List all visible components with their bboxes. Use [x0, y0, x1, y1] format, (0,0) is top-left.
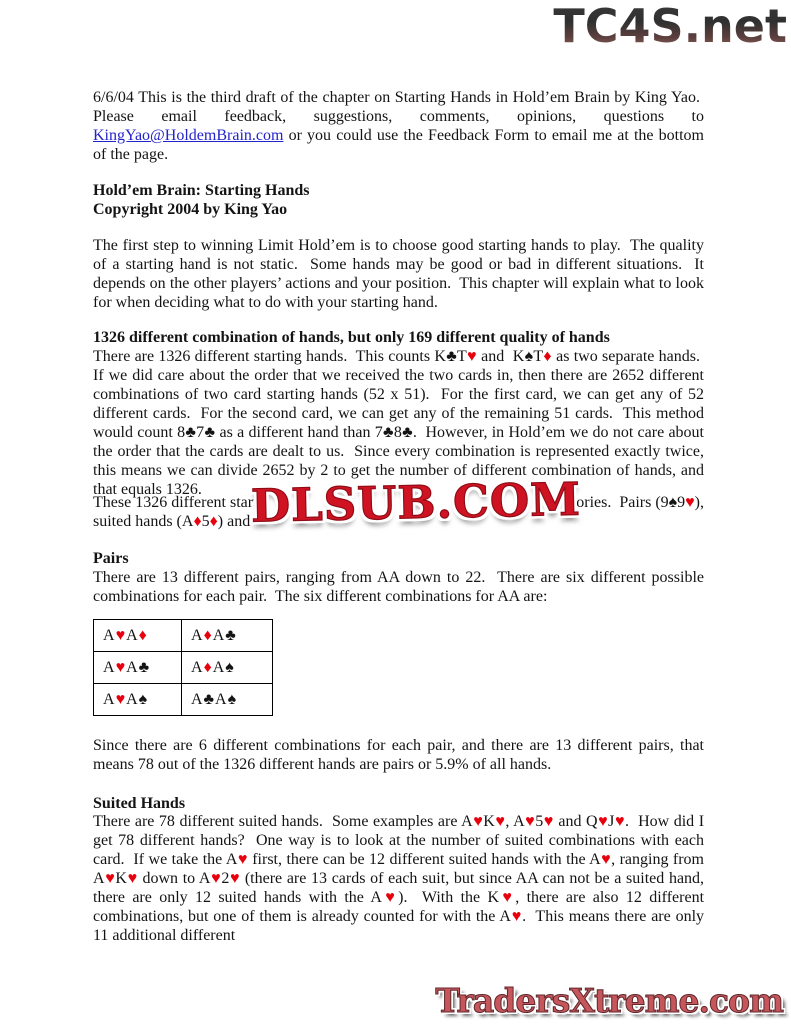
table-cell: A♥A♣: [94, 652, 182, 684]
pairs-body: There are 13 different pairs, ranging from AA down to 22. There are six different possible combinations for each pair. The six different combinations for AA are:: [93, 569, 704, 605]
overview-paragraph: The first step to winning Limit Hold’em is to choose good starting hands to play. The quality of a starting hand is not static. Some hands may be good or bad in different situations. It depends on the other players’ actions and your position. This chapter will explain what to look for when deciding what to do with your starting hand.: [93, 237, 704, 311]
intro-text-before: 6/6/04 This is the third draft of the chapter on Starting Hands in Hold’em Brain by King Yao. Please email feedback, suggestions, comments, opinions, questions to: [93, 89, 704, 125]
tc4s-logo: TC4S.net: [553, 0, 787, 53]
section-1326-heading: 1326 different combination of hands, but only 169 different quality of hands: [93, 329, 610, 346]
tradersxtreme-logo: TradersXtreme.com: [435, 981, 783, 1020]
pairs-heading: Pairs: [93, 550, 129, 567]
table-cell: A♥A♠: [94, 684, 182, 716]
book-title: Hold’em Brain: Starting Hands: [93, 182, 310, 199]
section-1326-body: There are 1326 different starting hands. This counts K♣T♥ and K♠T♦ as two separate hands. If we did care about the order that we received the two cards in, then there are 2652 different combinations of two card starting hands (52 x 51). For the first card, we can get any of 52 different cards. For the second card, we can get any of the remaining 51 cards. This method would count 8♣7♣ as a different hand than 7♣8♣. However, in Hold’em we do not care about the order that the cards are dealt to us. Since every combination is represented exactly twice, this means we can divide 2652 by 2 to get the number of different combination of hands, and that equals 1326.: [93, 348, 705, 498]
suited-body: There are 78 different suited hands. Some examples are A♥K♥, A♥5♥ and Q♥J♥. How did I get 78 different hands? One way is to look at the number of suited combinations with each card. If we take the A♥ first, there can be 12 different suited hands with the A♥, ranging from A♥K♥ down to A♥2♥ (there are 13 cards of each suit, but since AA can not be a suited hand, there are only 12 suited hands with the A♥). With the K♥, there are also 12 different combinations, but one of them is already counted for with the A♥. This means there are only 11 additional different: [93, 813, 705, 944]
title-block: [93, 181, 704, 219]
intro-paragraph: [93, 88, 704, 164]
copyright-line: Copyright 2004 by King Yao: [93, 201, 288, 218]
categories-line1-start: These 1326 different starti: [93, 494, 262, 511]
dlsub-watermark: DLSUB.COM: [250, 472, 582, 533]
pairs-summary: Since there are 6 different combinations for each pair, and there are 13 different pairs, that means 78 out of the 1326 different hands are pairs or 5.9% of all hands.: [93, 737, 704, 773]
table-row: [94, 684, 273, 716]
categories-line2: suited hands (A♦5♦) and: [93, 513, 251, 530]
aa-combinations-table: [93, 619, 273, 716]
table-row: [94, 652, 273, 684]
intro-text-after: or you could use the Feedback Form to email me at the bottom of the page.: [93, 127, 704, 163]
email-link[interactable]: KingYao@HoldemBrain.com: [93, 127, 284, 144]
suited-heading: Suited Hands: [93, 795, 186, 812]
table-cell: A♦A♠: [182, 652, 273, 684]
table-row: [94, 620, 273, 652]
categories-line1-end: tegories. Pairs (9♠9♥),: [556, 494, 704, 511]
table-cell: A♣A♠: [182, 684, 273, 716]
table-cell: A♥A♦: [94, 620, 182, 652]
table-cell: A♦A♣: [182, 620, 273, 652]
